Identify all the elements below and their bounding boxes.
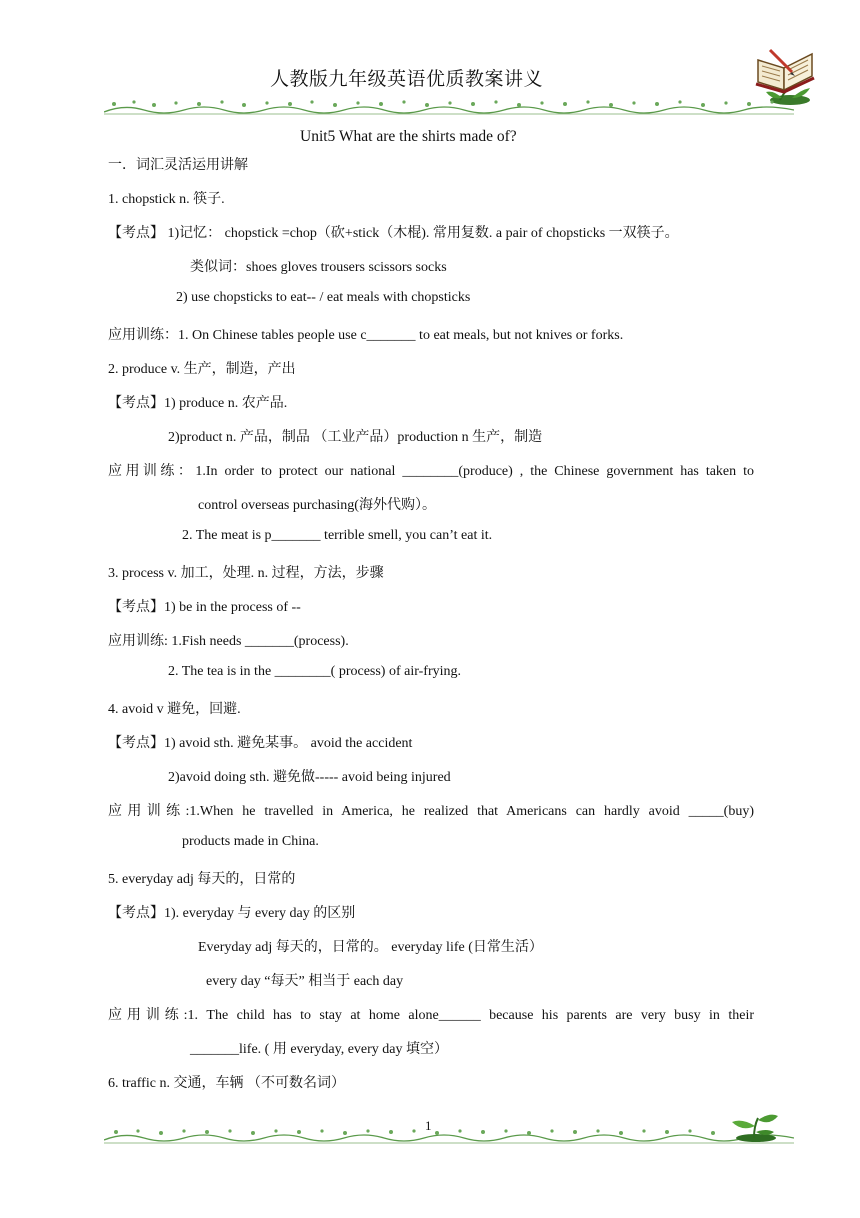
practice-line: 应用训练:1. The child has to stay at home alone______ because his parents are very busy in their bbox=[108, 1008, 754, 1023]
key-point-line: 2)product n. 产品，制品 （工业产品）production n 生产，制造 bbox=[168, 430, 543, 445]
practice-line: 2. The meat is p_______ terrible smell, you can’t eat it. bbox=[182, 528, 493, 543]
practice-line: products made in China. bbox=[182, 834, 319, 849]
vocab-item-heading: 5. everyday adj 每天的，日常的 bbox=[108, 872, 296, 887]
key-point-line: 【考点】1) produce n. 农产品. bbox=[108, 396, 288, 411]
key-point-line: Everyday adj 每天的，日常的。 everyday life (日常生活） bbox=[198, 940, 543, 955]
page-number: 1 bbox=[425, 1118, 432, 1133]
practice-line: 应用训练: 1.Fish needs _______(process). bbox=[108, 634, 349, 649]
key-point-line: 【考点】1) be in the process of -- bbox=[108, 600, 301, 615]
practice-line: _______life. ( 用 everyday, every day 填空） bbox=[190, 1042, 449, 1057]
vocab-item-heading: 1. chopstick n. 筷子. bbox=[108, 192, 225, 207]
page-header-title: 人教版九年级英语优质教案讲义 bbox=[270, 69, 544, 90]
practice-line: 应用训练:1.When he travelled in America, he realized that Americans can hardly avoid _____(buy) bbox=[108, 804, 754, 819]
section-title: 一．词汇灵活运用讲解 bbox=[108, 158, 248, 173]
key-point-line: 【考点】 1)记忆： chopstick =chop（砍+stick（木棍). 常用复数. a pair of chopsticks 一双筷子。 bbox=[108, 226, 679, 241]
key-point-line: 2) use chopsticks to eat-- / eat meals with chopsticks bbox=[176, 290, 471, 305]
vocab-item-heading: 3. process v. 加工，处理. n. 过程，方法，步骤 bbox=[108, 566, 384, 581]
key-point-line: 2)avoid doing sth. 避免做----- avoid being injured bbox=[168, 770, 451, 785]
vocab-item-heading: 4. avoid v 避免，回避. bbox=[108, 702, 241, 717]
key-point-line: 类似词：shoes gloves trousers scissors socks bbox=[190, 260, 447, 275]
plant-sprout-icon bbox=[728, 1110, 780, 1144]
key-point-line: 【考点】1) avoid sth. 避免某事。 avoid the accident bbox=[108, 736, 413, 751]
practice-line: control overseas purchasing(海外代购）。 bbox=[198, 498, 436, 513]
practice-line: 2. The tea is in the ________( process) of air-frying. bbox=[168, 664, 461, 679]
key-point-line: 【考点】1). everyday 与 every day 的区别 bbox=[108, 906, 356, 921]
vocab-item-heading: 2. produce v. 生产，制造，产出 bbox=[108, 362, 296, 377]
vocab-item-heading: 6. traffic n. 交通，车辆 （不可数名词） bbox=[108, 1076, 345, 1091]
decorative-vine-divider bbox=[104, 94, 794, 116]
practice-line: 应用训练：1.In order to protect our national ________(produce) , the Chinese government has taken to bbox=[108, 464, 754, 479]
key-point-line: every day “每天” 相当于 each day bbox=[206, 974, 404, 989]
practice-line: 应用训练：1. On Chinese tables people use c_______ to eat meals, but not knives or forks. bbox=[108, 328, 624, 343]
decorative-vine-divider bbox=[104, 1124, 794, 1146]
unit-title: Unit5 What are the shirts made of? bbox=[300, 128, 517, 145]
